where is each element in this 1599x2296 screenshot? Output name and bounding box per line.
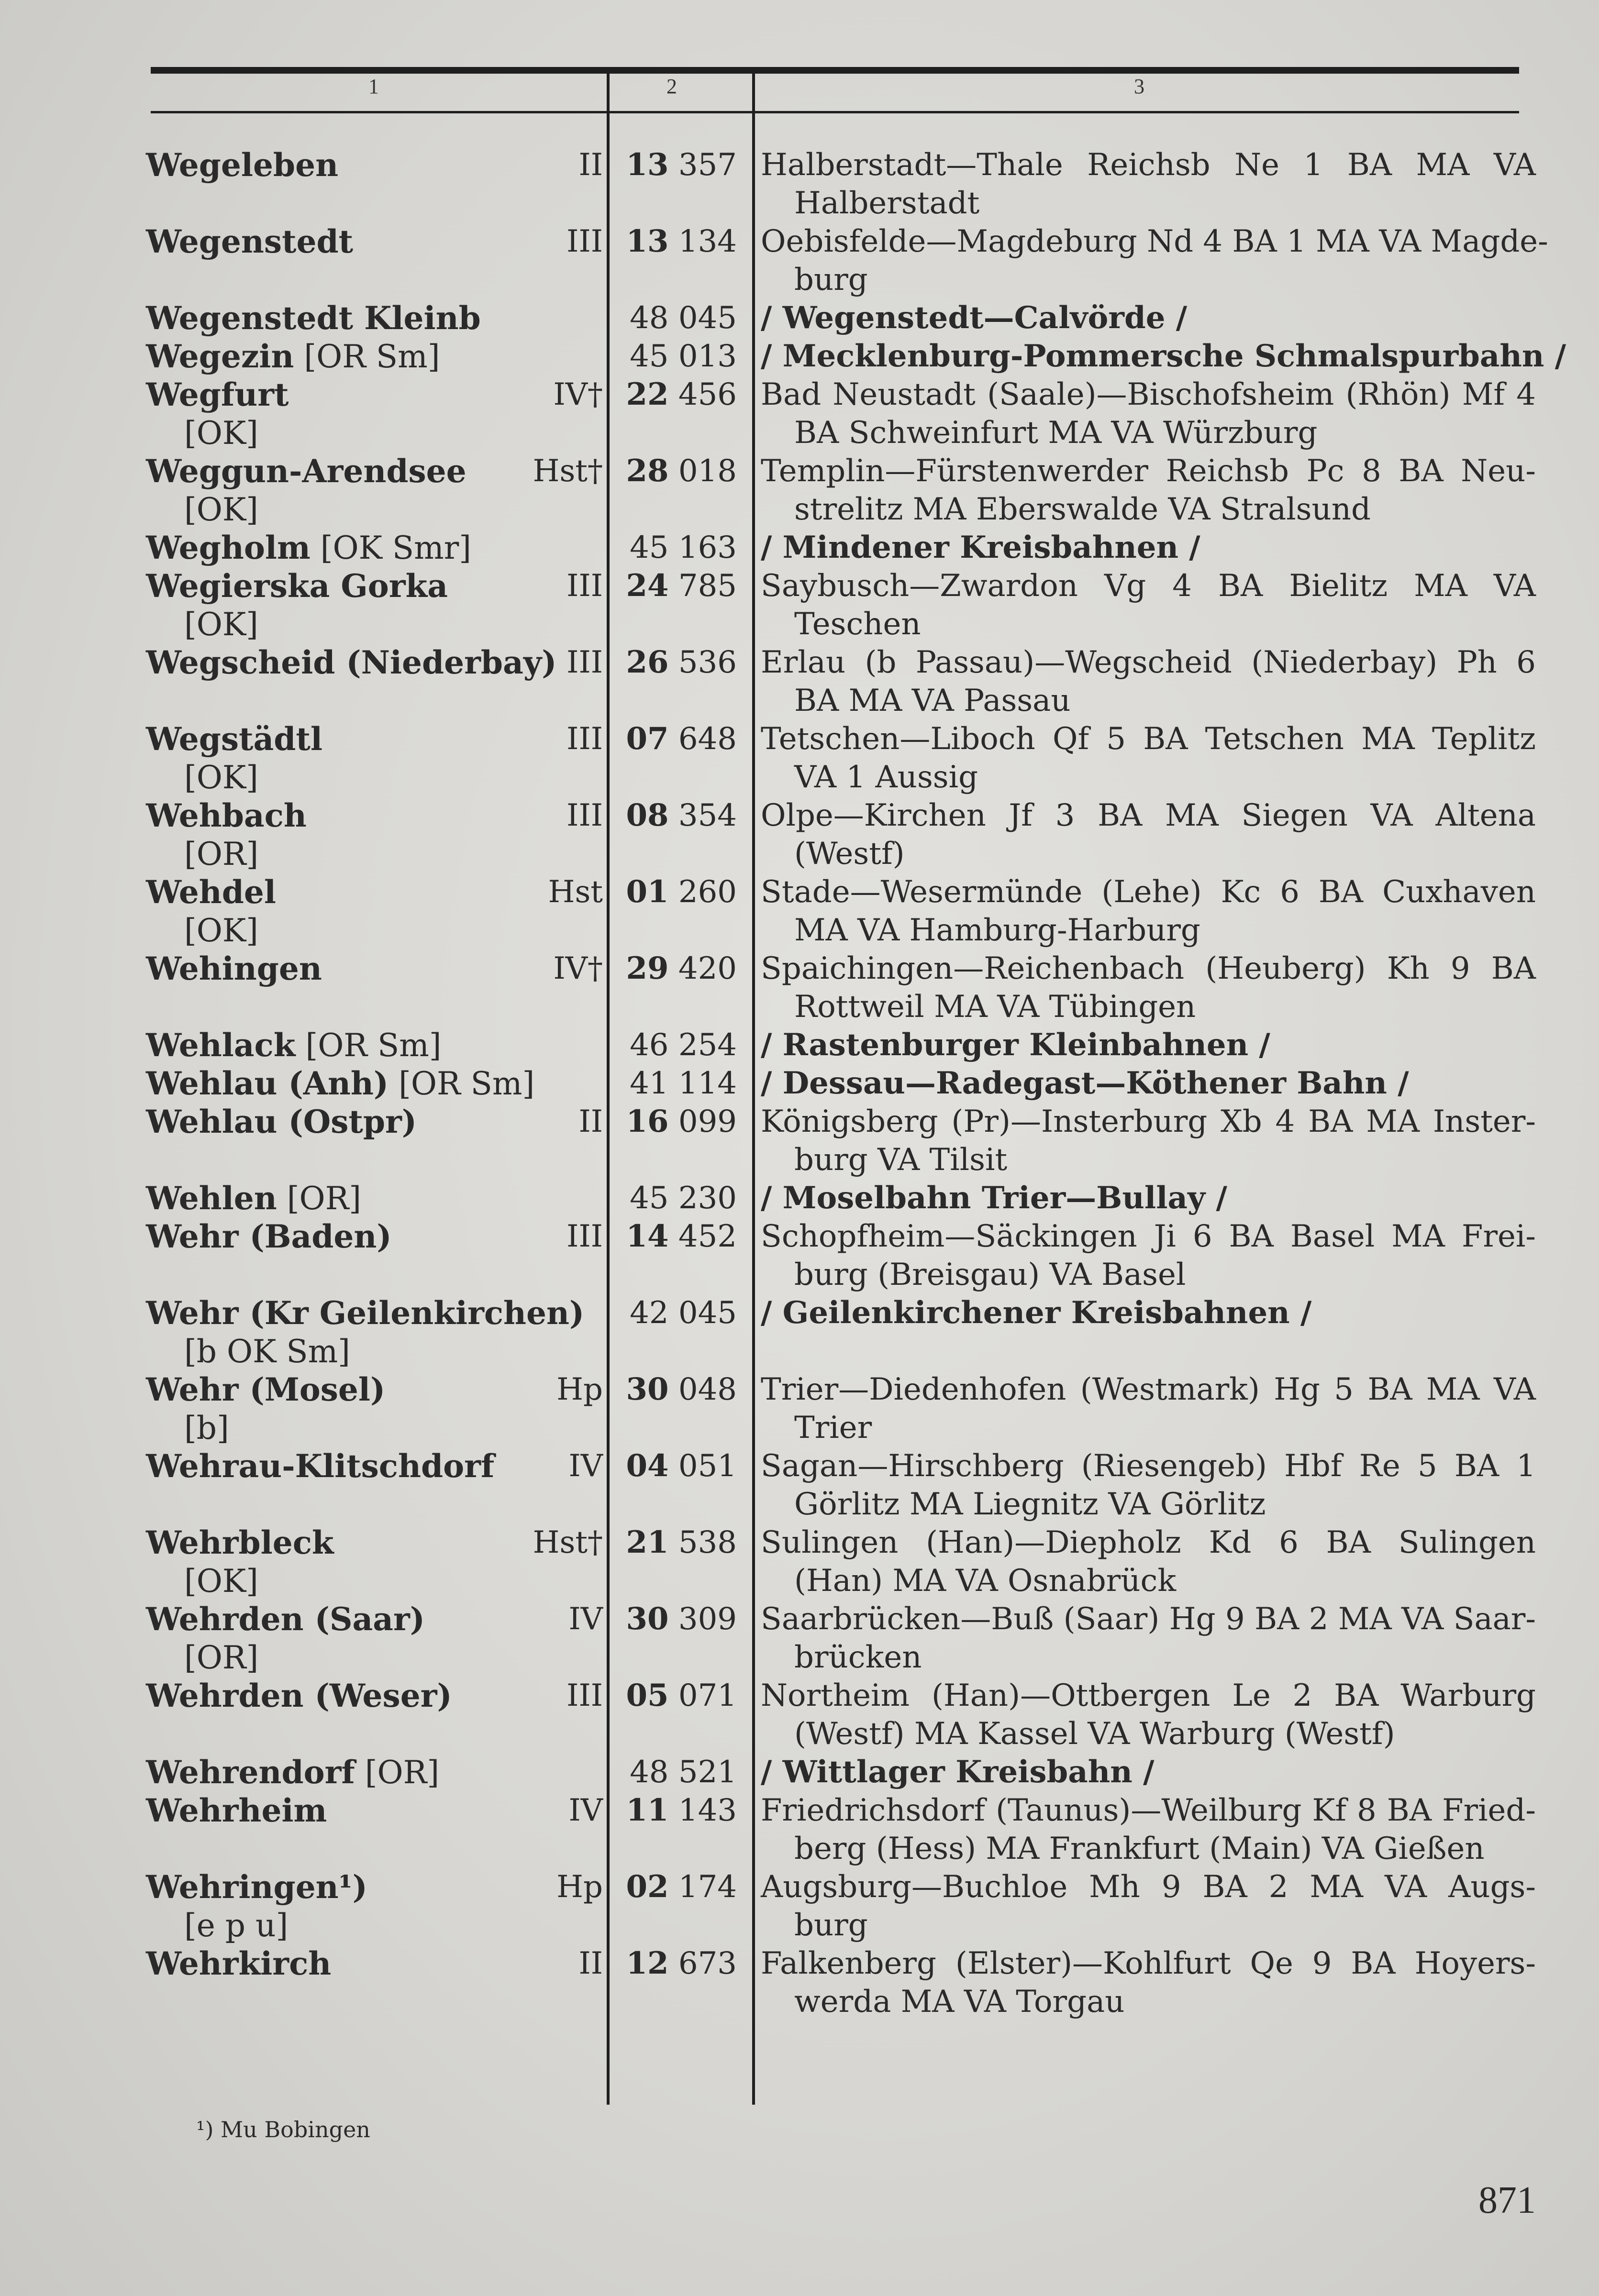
station-remark: [OR] bbox=[184, 1639, 259, 1676]
route-description bbox=[761, 1944, 1536, 2021]
route-description bbox=[761, 1370, 1536, 1447]
station-code-number: 785 bbox=[678, 568, 737, 604]
station-remark: [e p u] bbox=[184, 1907, 289, 1944]
route-line-1: / Wittlager Kreisbahn / bbox=[761, 1754, 1155, 1790]
route-description bbox=[761, 1179, 1536, 1217]
column-number-1: 1 bbox=[368, 75, 379, 98]
station-name: Wehlau (Anh) bbox=[146, 1065, 389, 1102]
station-code-number: 048 bbox=[678, 1372, 737, 1407]
top-thick-rule bbox=[151, 67, 1519, 74]
station-code-prefix: 13 bbox=[626, 223, 669, 259]
station-name: Wegeleben bbox=[146, 146, 339, 184]
route-line-2: Rottweil MA VA Tübingen bbox=[794, 989, 1196, 1025]
station-code-prefix: 24 bbox=[626, 568, 669, 604]
station-name-suffix: [OR] bbox=[355, 1754, 440, 1791]
station-code bbox=[617, 1103, 737, 1141]
station-code bbox=[617, 375, 737, 414]
station-code bbox=[617, 796, 737, 835]
station-code-prefix: 26 bbox=[626, 644, 669, 680]
station-name-cell bbox=[146, 1753, 591, 1792]
route-line-2: Halberstadt bbox=[794, 186, 980, 221]
station-code bbox=[617, 1447, 737, 1485]
station-class: III bbox=[566, 645, 603, 680]
station-class: III bbox=[566, 1678, 603, 1713]
station-code-number: 45 230 bbox=[630, 1181, 737, 1216]
route-description bbox=[761, 1600, 1536, 1677]
station-code bbox=[617, 337, 737, 375]
route-description bbox=[761, 1753, 1536, 1791]
station-name: Wegscheid (Niederbay) bbox=[146, 644, 557, 681]
station-remark: [OK] bbox=[184, 1563, 258, 1600]
station-code-prefix: 14 bbox=[626, 1218, 669, 1254]
station-code-prefix: 12 bbox=[626, 1945, 669, 1981]
route-line-1: / Mindener Kreisbahnen / bbox=[761, 530, 1200, 565]
station-code-number: 354 bbox=[678, 798, 737, 833]
station-code-number: 46 254 bbox=[630, 1027, 737, 1063]
route-line-1: Bad Neustadt (Saale)—Bischofsheim (Rhön) Mf 4 bbox=[761, 377, 1536, 412]
route-line-1: / Geilenkirchener Kreisbahnen / bbox=[761, 1295, 1312, 1331]
station-class: II bbox=[578, 147, 603, 183]
route-description bbox=[761, 643, 1536, 720]
station-class: III bbox=[566, 721, 603, 757]
route-description bbox=[761, 146, 1536, 222]
route-line-1: Königsberg (Pr)—Insterburg Xb 4 BA MA Inster- bbox=[761, 1104, 1536, 1139]
station-code bbox=[617, 1370, 737, 1409]
station-class: Hst bbox=[548, 874, 603, 910]
station-code-number: 309 bbox=[678, 1601, 737, 1637]
route-line-2: strelitz MA Eberswalde VA Stralsund bbox=[794, 492, 1371, 527]
column-number-2: 2 bbox=[666, 75, 677, 98]
route-line-1: Friedrichsdorf (Taunus)—Weilburg Kf 8 BA Fried- bbox=[761, 1793, 1536, 1828]
route-description bbox=[761, 1868, 1536, 1944]
route-line-1: Oebisfelde—Magdeburg Nd 4 BA 1 MA VA Magde- bbox=[761, 224, 1548, 259]
station-code bbox=[617, 299, 737, 337]
station-code-number: 45 163 bbox=[630, 530, 737, 565]
station-code-number: 143 bbox=[678, 1793, 737, 1828]
route-description bbox=[761, 299, 1536, 337]
station-code bbox=[617, 643, 737, 682]
station-name: Wehrden (Weser) bbox=[146, 1677, 452, 1714]
station-remark: [OK] bbox=[184, 491, 258, 528]
route-line-2: Görlitz MA Liegnitz VA Görlitz bbox=[794, 1487, 1266, 1522]
station-code-prefix: 04 bbox=[626, 1448, 669, 1484]
station-code bbox=[617, 1026, 737, 1064]
route-line-2: (Han) MA VA Osnabrück bbox=[794, 1563, 1177, 1599]
route-description bbox=[761, 1523, 1536, 1600]
station-name: Wehrbleck bbox=[146, 1524, 334, 1561]
station-name-cell bbox=[146, 1064, 591, 1103]
route-line-1: Trier—Diedenhofen (Westmark) Hg 5 BA MA VA bbox=[761, 1372, 1536, 1407]
station-class: III bbox=[566, 568, 603, 604]
station-name: Wehrkirch bbox=[146, 1945, 332, 1982]
route-line-2: Teschen bbox=[794, 607, 921, 642]
station-code-number: 648 bbox=[678, 721, 737, 757]
route-line-1: Olpe—Kirchen Jf 3 BA MA Siegen VA Altena bbox=[761, 798, 1536, 833]
station-name: Wegstädtl bbox=[146, 720, 322, 758]
station-name: Wegfurt bbox=[146, 376, 289, 413]
route-description bbox=[761, 1103, 1536, 1179]
station-code bbox=[617, 1217, 737, 1256]
station-name: Wehr (Kr Geilenkirchen) bbox=[146, 1294, 585, 1332]
station-remark: [OK] bbox=[184, 759, 258, 796]
route-description bbox=[761, 873, 1536, 949]
station-code bbox=[617, 567, 737, 605]
station-code bbox=[617, 1523, 737, 1562]
station-code bbox=[617, 949, 737, 988]
station-code-number: 673 bbox=[678, 1946, 737, 1981]
station-code-prefix: 21 bbox=[626, 1524, 669, 1560]
station-name-cell bbox=[146, 337, 591, 376]
station-class: Hst† bbox=[533, 1525, 603, 1560]
station-code bbox=[617, 1753, 737, 1791]
station-code-number: 538 bbox=[678, 1525, 737, 1560]
page-number: 871 bbox=[1478, 2179, 1536, 2221]
station-code-number: 134 bbox=[678, 224, 737, 259]
station-name-suffix: [OR] bbox=[277, 1180, 362, 1217]
station-name: Wegenstedt bbox=[146, 223, 354, 260]
station-name: Wehrau-Klitschdorf bbox=[146, 1447, 495, 1485]
route-line-2: BA MA VA Passau bbox=[794, 683, 1071, 718]
station-code bbox=[617, 529, 737, 567]
footnote: ¹) Mu Bobingen bbox=[196, 2117, 370, 2142]
route-description bbox=[761, 567, 1536, 643]
station-code bbox=[617, 1294, 737, 1332]
station-code-prefix: 30 bbox=[626, 1601, 669, 1637]
route-description bbox=[761, 1064, 1536, 1103]
route-line-2: berg (Hess) MA Frankfurt (Main) VA Gießen bbox=[794, 1831, 1485, 1866]
station-name: Wegenstedt Kleinb bbox=[146, 299, 481, 337]
station-code-prefix: 29 bbox=[626, 950, 669, 986]
route-line-1: / Rastenburger Kleinbahnen / bbox=[761, 1027, 1270, 1063]
station-name: Wehbach bbox=[146, 797, 307, 834]
station-code-number: 260 bbox=[678, 874, 737, 910]
station-code-number: 099 bbox=[678, 1104, 737, 1139]
station-code-number: 071 bbox=[678, 1678, 737, 1713]
station-name: Wehrden (Saar) bbox=[146, 1601, 425, 1638]
route-line-1: Spaichingen—Reichenbach (Heuberg) Kh 9 BA bbox=[761, 951, 1536, 986]
station-class: IV† bbox=[553, 951, 603, 986]
route-line-2: burg VA Tilsit bbox=[794, 1142, 1008, 1178]
station-code-number: 48 521 bbox=[630, 1755, 737, 1790]
station-name: Wehringen¹) bbox=[146, 1868, 367, 1906]
station-code bbox=[617, 222, 737, 261]
route-line-2: Trier bbox=[794, 1410, 872, 1446]
station-name: Wehingen bbox=[146, 950, 322, 987]
station-name: Wehrendorf bbox=[146, 1754, 355, 1791]
station-name: Wegierska Gorka bbox=[146, 567, 448, 605]
route-line-1: Tetschen—Liboch Qf 5 BA Tetschen MA Teplitz bbox=[761, 721, 1536, 757]
route-line-1: Schopfheim—Säckingen Ji 6 BA Basel MA Frei- bbox=[761, 1219, 1536, 1254]
route-description bbox=[761, 1294, 1536, 1332]
station-name: Weggun-Arendsee bbox=[146, 453, 466, 490]
route-line-1: Falkenberg (Elster)—Kohlfurt Qe 9 BA Hoyers- bbox=[761, 1946, 1536, 1981]
station-name: Wehlau (Ostpr) bbox=[146, 1103, 417, 1140]
station-code bbox=[617, 1677, 737, 1715]
station-code bbox=[617, 1179, 737, 1217]
route-description bbox=[761, 1677, 1536, 1753]
station-class: III bbox=[566, 798, 603, 833]
station-code-prefix: 05 bbox=[626, 1678, 669, 1713]
station-name-suffix: [OK Smr] bbox=[310, 530, 472, 566]
station-code-number: 41 114 bbox=[630, 1066, 737, 1101]
station-name-suffix: [OR Sm] bbox=[295, 1027, 442, 1064]
station-name-cell bbox=[146, 529, 591, 567]
station-code-number: 420 bbox=[678, 951, 737, 986]
station-code-number: 45 013 bbox=[630, 339, 737, 374]
route-line-2: burg bbox=[794, 262, 868, 298]
station-class: IV bbox=[568, 1448, 603, 1484]
station-code bbox=[617, 720, 737, 758]
route-line-2: burg bbox=[794, 1908, 868, 1943]
station-name-cell bbox=[146, 1294, 591, 1371]
route-line-1: / Mecklenburg-Pommersche Schmalspurbahn / bbox=[761, 338, 1566, 374]
route-line-1: / Dessau—Radegast—Köthener Bahn / bbox=[761, 1065, 1409, 1101]
station-code-prefix: 13 bbox=[626, 147, 669, 183]
route-line-2: (Westf) bbox=[794, 836, 905, 872]
route-description bbox=[761, 1447, 1536, 1523]
station-remark: [OK] bbox=[184, 606, 258, 643]
route-description bbox=[761, 337, 1566, 375]
route-line-2: (Westf) MA Kassel VA Warburg (Westf) bbox=[794, 1716, 1395, 1752]
station-class: Hst† bbox=[533, 453, 603, 489]
route-line-1: Saybusch—Zwardon Vg 4 BA Bielitz MA VA bbox=[761, 568, 1536, 604]
route-line-1: / Moselbahn Trier—Bullay / bbox=[761, 1180, 1227, 1216]
route-description bbox=[761, 720, 1536, 796]
station-name-cell bbox=[146, 299, 591, 338]
station-name-suffix: [OR Sm] bbox=[389, 1065, 535, 1102]
route-line-1: Templin—Fürstenwerder Reichsb Pc 8 BA Neu- bbox=[761, 453, 1536, 489]
station-code bbox=[617, 1791, 737, 1830]
column-separator-right bbox=[752, 72, 755, 2105]
station-class: II bbox=[578, 1946, 603, 1981]
route-description bbox=[761, 222, 1548, 299]
route-description bbox=[761, 529, 1536, 567]
station-code-prefix: 28 bbox=[626, 453, 669, 489]
station-code bbox=[617, 146, 737, 184]
route-description bbox=[761, 949, 1536, 1026]
station-code bbox=[617, 1868, 737, 1906]
station-name: Wehrheim bbox=[146, 1792, 327, 1829]
station-code-prefix: 01 bbox=[626, 874, 669, 910]
station-code-prefix: 22 bbox=[626, 376, 669, 412]
station-name: Wehlen bbox=[146, 1180, 277, 1217]
route-description bbox=[761, 1026, 1536, 1064]
route-line-2: burg (Breisgau) VA Basel bbox=[794, 1257, 1186, 1292]
route-line-1: Augsburg—Buchloe Mh 9 BA 2 MA VA Augs- bbox=[761, 1869, 1536, 1905]
station-code-prefix: 08 bbox=[626, 797, 669, 833]
column-number-3: 3 bbox=[1134, 75, 1144, 98]
station-code-number: 051 bbox=[678, 1448, 737, 1484]
station-code-number: 357 bbox=[678, 147, 737, 183]
station-name: Wehlack bbox=[146, 1027, 296, 1064]
route-line-1: / Wegenstedt—Calvörde / bbox=[761, 300, 1188, 336]
route-line-2: brücken bbox=[794, 1640, 922, 1675]
station-code-number: 018 bbox=[678, 453, 737, 489]
station-class: III bbox=[566, 1219, 603, 1254]
route-line-1: Sulingen (Han)—Diepholz Kd 6 BA Sulingen bbox=[761, 1525, 1536, 1560]
station-code-number: 456 bbox=[678, 377, 737, 412]
route-line-2: BA Schweinfurt MA VA Würzburg bbox=[794, 415, 1318, 451]
station-code-prefix: 11 bbox=[626, 1792, 669, 1828]
station-code-prefix: 02 bbox=[626, 1869, 669, 1905]
station-name: Wegezin bbox=[146, 338, 294, 375]
station-name: Wegholm bbox=[146, 529, 311, 566]
station-code-number: 42 045 bbox=[630, 1295, 737, 1331]
station-class: IV† bbox=[553, 377, 603, 412]
column-separator-left bbox=[607, 72, 610, 2105]
station-code bbox=[617, 873, 737, 911]
station-remark: [b OK Sm] bbox=[184, 1333, 350, 1370]
station-class: IV bbox=[568, 1793, 603, 1828]
route-line-1: Saarbrücken—Buß (Saar) Hg 9 BA 2 MA VA Saar- bbox=[761, 1601, 1536, 1637]
station-code bbox=[617, 1064, 737, 1103]
station-code bbox=[617, 1944, 737, 1983]
station-code bbox=[617, 452, 737, 490]
route-line-1: Halberstadt—Thale Reichsb Ne 1 BA MA VA bbox=[761, 147, 1536, 183]
station-code-number: 452 bbox=[678, 1219, 737, 1254]
route-line-1: Sagan—Hirschberg (Riesengeb) Hbf Re 5 BA 1 bbox=[761, 1448, 1536, 1484]
route-description bbox=[761, 452, 1536, 529]
station-class: II bbox=[578, 1104, 603, 1139]
station-name: Wehdel bbox=[146, 873, 276, 911]
station-remark: [OR] bbox=[184, 836, 259, 872]
station-name: Wehr (Baden) bbox=[146, 1218, 392, 1255]
station-class: IV bbox=[568, 1601, 603, 1637]
station-code-prefix: 30 bbox=[626, 1371, 669, 1407]
station-code-number: 536 bbox=[678, 645, 737, 680]
station-name-cell bbox=[146, 1026, 591, 1065]
station-name-suffix: [OR Sm] bbox=[294, 338, 440, 375]
station-code bbox=[617, 1600, 737, 1638]
station-code-number: 174 bbox=[678, 1869, 737, 1905]
station-class: Hp bbox=[556, 1869, 603, 1905]
header-bottom-rule bbox=[151, 111, 1519, 113]
station-code-number: 48 045 bbox=[630, 300, 737, 336]
route-description bbox=[761, 1217, 1536, 1294]
route-description bbox=[761, 375, 1536, 452]
station-code-prefix: 07 bbox=[626, 721, 669, 757]
route-line-1: Stade—Wesermünde (Lehe) Kc 6 BA Cuxhaven bbox=[761, 874, 1536, 910]
station-code-prefix: 16 bbox=[626, 1104, 669, 1139]
route-line-1: Erlau (b Passau)—Wegscheid (Niederbay) Ph 6 bbox=[761, 645, 1536, 680]
station-remark: [b] bbox=[184, 1410, 229, 1446]
station-class: III bbox=[566, 224, 603, 259]
route-description bbox=[761, 796, 1536, 873]
route-line-2: werda MA VA Torgau bbox=[794, 1984, 1125, 2020]
route-line-1: Northeim (Han)—Ottbergen Le 2 BA Warburg bbox=[761, 1678, 1536, 1713]
route-line-2: VA 1 Aussig bbox=[794, 760, 978, 795]
route-description bbox=[761, 1791, 1536, 1868]
station-remark: [OK] bbox=[184, 415, 258, 452]
route-line-2: MA VA Hamburg-Harburg bbox=[794, 913, 1200, 948]
station-name: Wehr (Mosel) bbox=[146, 1371, 386, 1408]
station-class: Hp bbox=[556, 1372, 603, 1407]
station-remark: [OK] bbox=[184, 912, 258, 949]
station-name-cell bbox=[146, 1179, 591, 1218]
